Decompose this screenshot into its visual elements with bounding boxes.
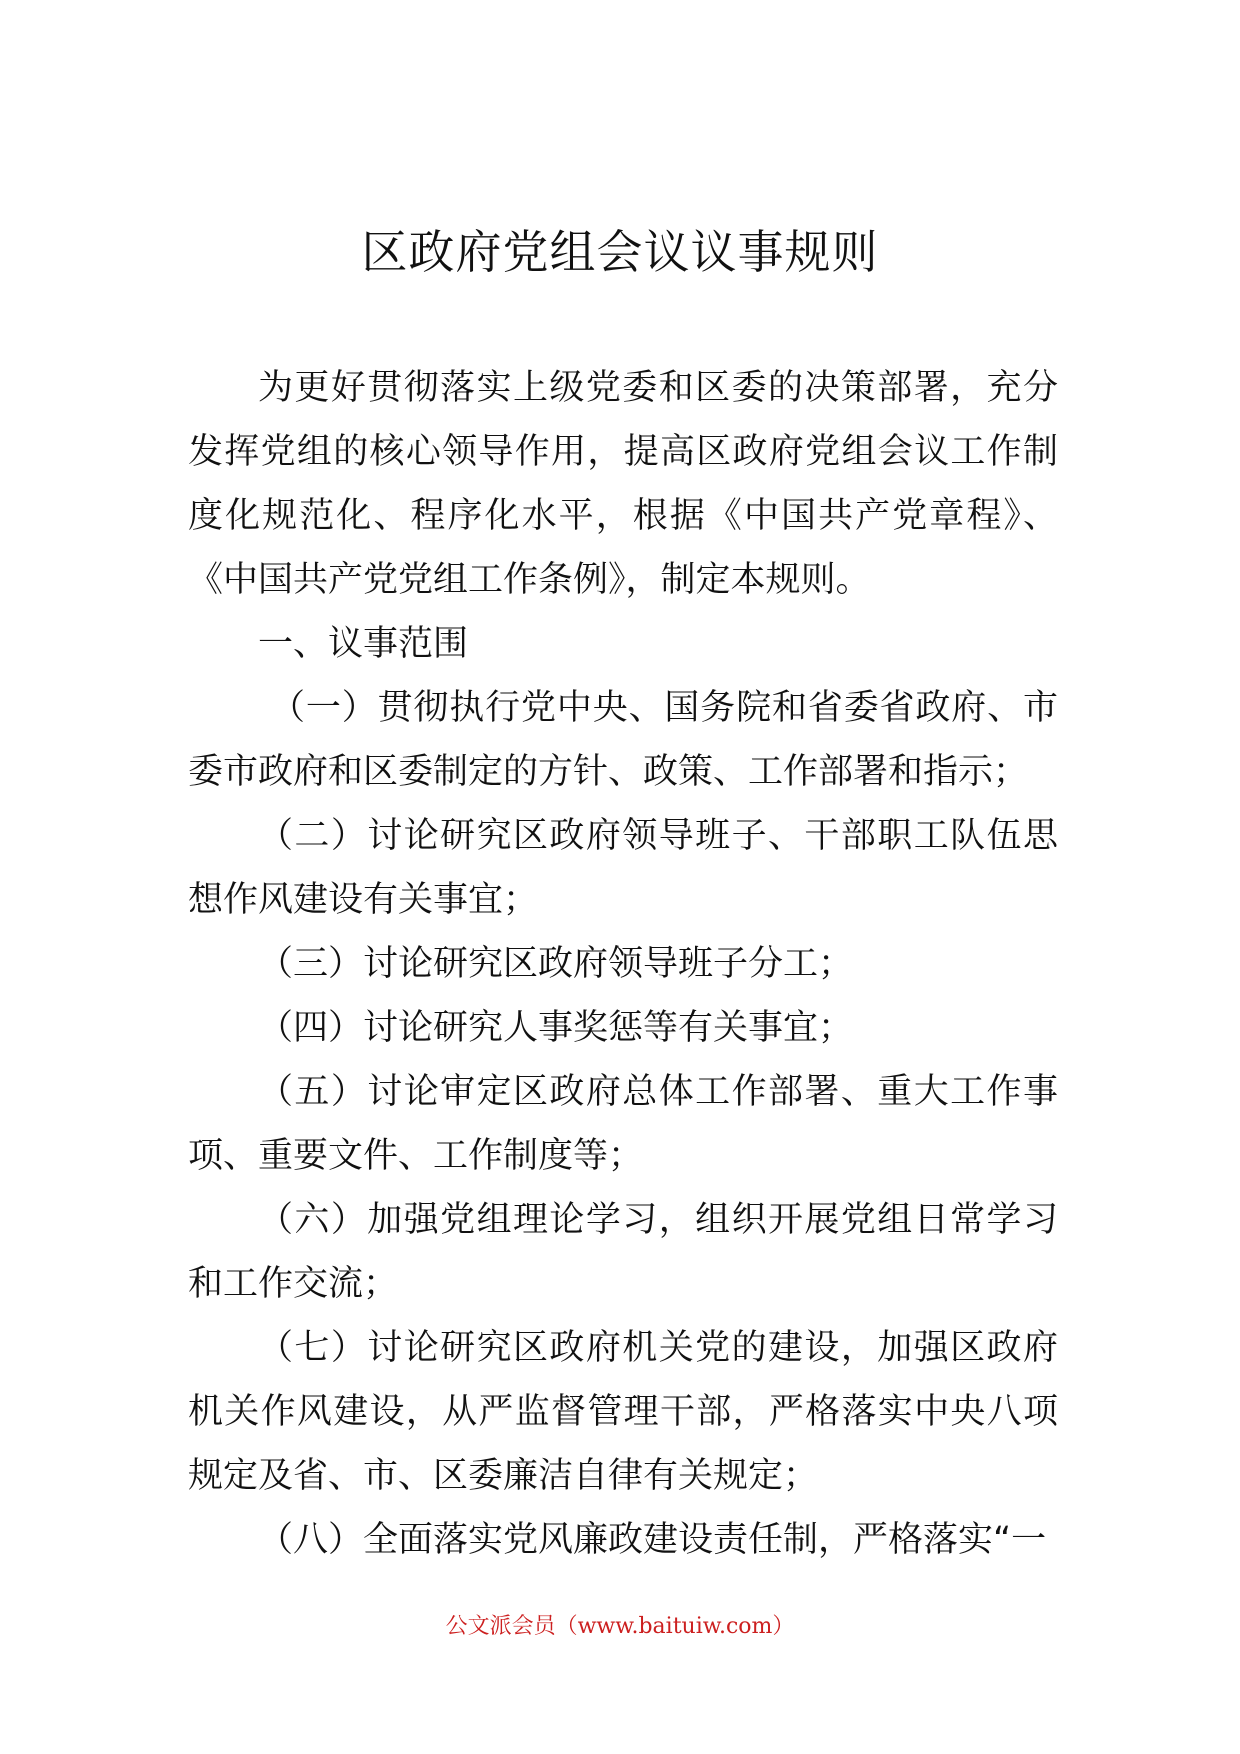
list-item: （四）讨论研究人事奖惩等有关事宜； <box>258 1008 854 1048</box>
list-item: （三）讨论研究区政府领导班子分工； <box>258 944 854 984</box>
document-title: 区政府党组会议议事规则 <box>361 225 879 279</box>
list-item: （六）加强党组理论学习，组织开展党组日常学习和工作交流； <box>188 1200 1058 1304</box>
list-item: （五）讨论审定区政府总体工作部署、重大工作事项、重要文件、工作制度等； <box>188 1072 1058 1176</box>
list-item: （七）讨论研究区政府机关党的建设，加强区政府机关作风建设，从严监督管理干部，严格落实中央八项规定及省、市、区委廉洁自律有关规定； <box>188 1328 1058 1496</box>
intro-paragraph: 为更好贯彻落实上级党委和区委的决策部署，充分发挥党组的核心领导作用，提高区政府党组会议工作制度化规范化、程序化水平，根据《中国共产党章程》、《中国共产党党组工作条例》，制定本规则。 <box>188 368 1058 600</box>
list-item: （八）全面落实党风廉政建设责任制，严格落实“一 <box>258 1520 1047 1560</box>
list-item: （二）讨论研究区政府领导班子、干部职工队伍思想作风建设有关事宜； <box>188 816 1058 920</box>
section-heading: 一、议事范围 <box>258 624 469 664</box>
document-body <box>188 356 1058 1572</box>
footer-watermark: 公文派会员（www.baituiw.com） <box>445 1614 795 1639</box>
list-item: （一）贯彻执行党中央、国务院和省委省政府、市委市政府和区委制定的方针、政策、工作部署和指示； <box>188 688 1058 792</box>
